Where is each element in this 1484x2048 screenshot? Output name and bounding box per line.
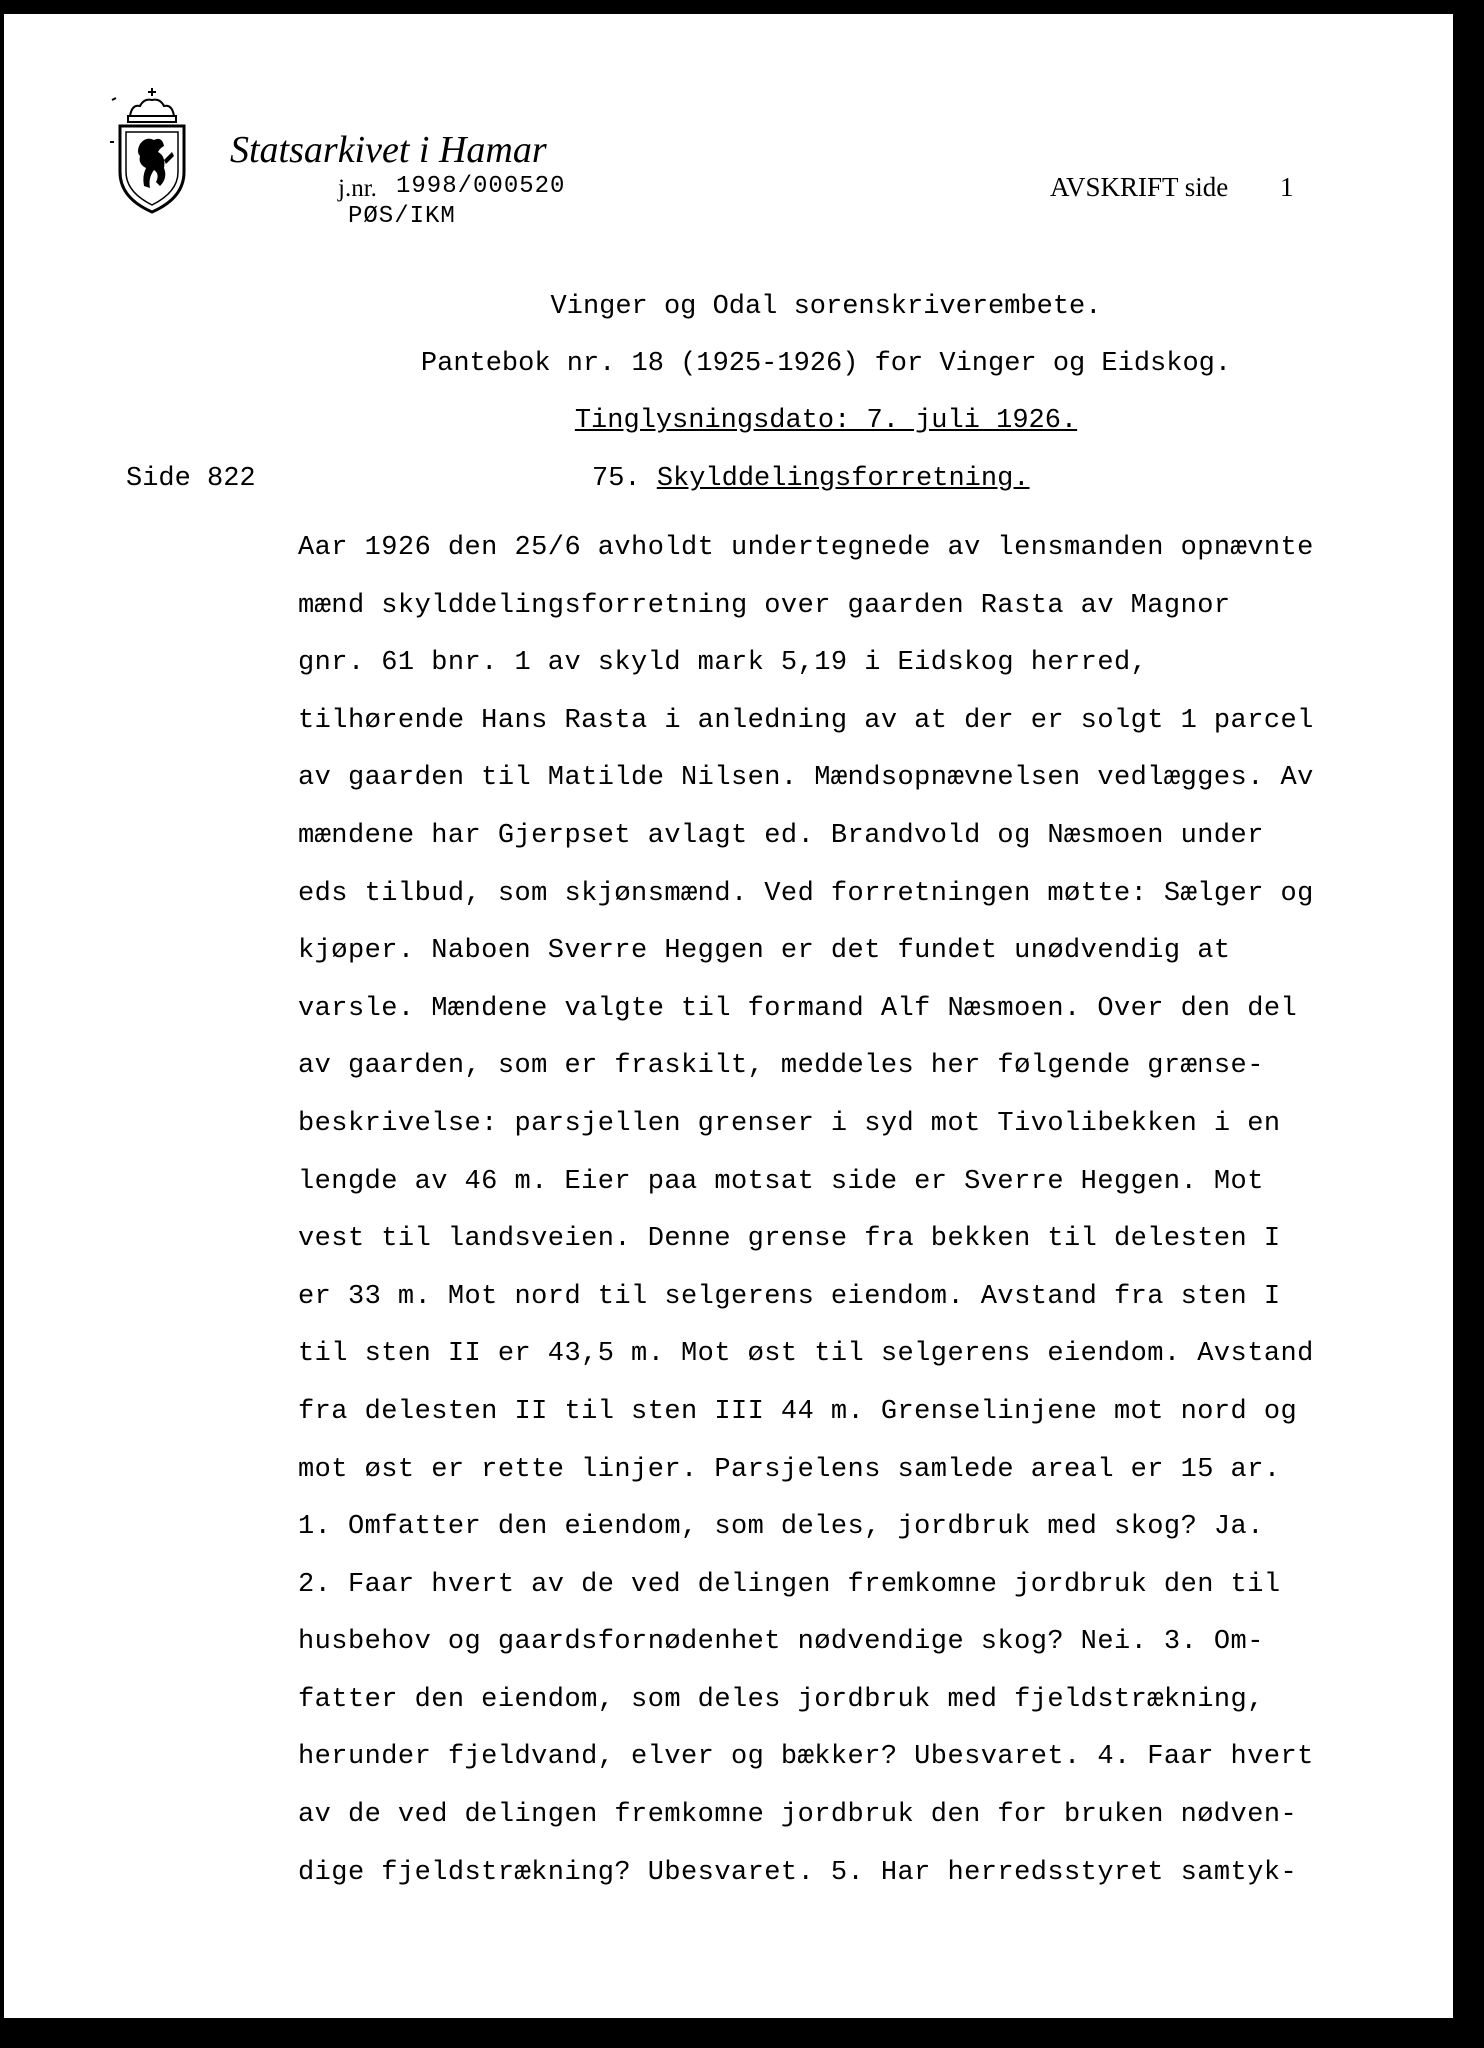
journal-number: 1998/000520 <box>396 173 566 200</box>
body-line: dige fjeldstrækning? Ubesvaret. 5. Har herredsstyret samtyk- <box>298 1857 1298 1888</box>
body-line: vest til landsveien. Denne grense fra bekken til delesten I <box>298 1224 1281 1255</box>
body-line: gnr. 61 bnr. 1 av skyld mark 5,19 i Eidskog herred, <box>298 648 1148 679</box>
transcript-label: AVSKRIFT side <box>1050 172 1229 202</box>
body-line: til sten II er 43,5 m. Mot øst til selgerens eiendom. Avstand <box>298 1339 1314 1370</box>
journal-number-label: j.nr. <box>338 175 377 202</box>
body-line: mot øst er rette linjer. Parsjelens samlede areal er 15 ar. <box>298 1454 1281 1485</box>
body-line: lengde av 46 m. Eier paa motsat side er Sverre Heggen. Mot <box>298 1166 1264 1197</box>
body-line: fra delesten II til sten III 44 m. Grenselinjene mot nord og <box>298 1396 1298 1427</box>
body-line: beskrivelse: parsjellen grenser i syd mot Tivolibekken i en <box>298 1108 1281 1139</box>
body-line: av de ved delingen fremkomne jordbruk den for bruken nødven- <box>298 1800 1298 1831</box>
item-title: Skylddelingsforretning. <box>656 464 1030 494</box>
scan-border-top <box>0 0 1484 14</box>
body-line: av gaarden, som er fraskilt, meddeles her følgende grænse- <box>298 1051 1264 1082</box>
body-line: kjøper. Naboen Sverre Heggen er det fundet unødvendig at <box>298 936 1231 967</box>
item-heading <box>592 464 1029 494</box>
body-line: mænd skylddelingsforretning over gaarden Rasta av Magnor <box>298 590 1231 621</box>
body-line: varsle. Mændene valgte til formand Alf Næsmoen. Over den del <box>298 993 1298 1024</box>
side-reference: Side 822 <box>126 464 256 494</box>
book-title: Pantebok nr. 18 (1925-1926) for Vinger og Eidskog. <box>420 349 1232 379</box>
coat-of-arms-icon <box>108 86 196 216</box>
scan-border-left <box>0 0 4 2048</box>
body-line: tilhørende Hans Rasta i anledning av at der er solgt 1 parcel <box>298 705 1314 736</box>
page-number: 1 <box>1280 172 1294 202</box>
body-line: Aar 1926 den 25/6 avholdt undertegnede av lensmanden opnævnte <box>298 533 1314 563</box>
registration-date: Tinglysningsdato: 7. juli 1926. <box>574 406 1078 436</box>
body-line: er 33 m. Mot nord til selgerens eiendom. Avstand fra sten I <box>298 1281 1281 1312</box>
body-line: husbehov og gaardsfornødenhet nødvendige skog? Nei. 3. Om- <box>298 1627 1264 1658</box>
item-number: 75. <box>592 464 641 494</box>
clerk-initials: PØS/IKM <box>348 203 456 230</box>
body-line: fatter den eiendom, som deles jordbruk med fjeldstrækning, <box>298 1684 1264 1715</box>
body-line: 2. Faar hvert av de ved delingen fremkomne jordbruk den til <box>298 1569 1281 1600</box>
body-line: 1. Omfatter den eiendom, som deles, jordbruk med skog? Ja. <box>298 1512 1264 1543</box>
body-line: av gaarden til Matilde Nilsen. Mændsopnævnelsen vedlægges. Av <box>298 763 1314 794</box>
scan-border-bottom <box>0 2018 1484 2048</box>
body-line: herunder fjeldvand, elver og bækker? Ubesvaret. 4. Faar hvert <box>298 1742 1314 1773</box>
document-body <box>298 520 1418 1902</box>
office-title: Vinger og Odal sorenskriverembete. <box>550 292 1102 322</box>
body-line: eds tilbud, som skjønsmænd. Ved forretningen møtte: Sælger og <box>298 878 1314 909</box>
body-line: mændene har Gjerpset avlagt ed. Brandvold og Næsmoen under <box>298 820 1264 851</box>
archive-name: Statsarkivet i Hamar <box>230 129 547 171</box>
